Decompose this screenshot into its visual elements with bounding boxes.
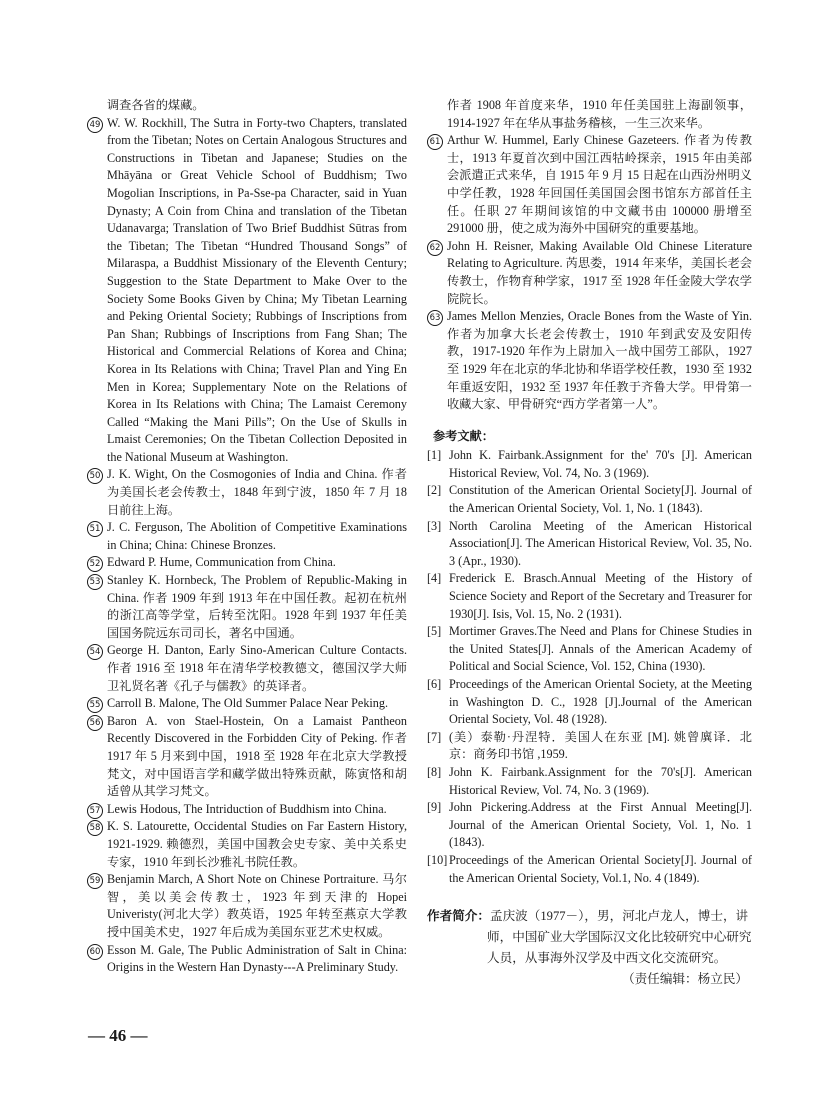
reference-item	[427, 729, 752, 764]
right-column	[427, 97, 752, 990]
reference-text: Proceedings of the American Oriental Society[J]. Journal of the American Oriental Society, Vol.1, No. 4 (1849).	[449, 852, 752, 885]
note-number: 49	[87, 117, 103, 133]
note-entry	[87, 466, 407, 519]
note-text: Benjamin March, A Short Note on Chinese Portraiture. 马尔智，美以美会传教士，1923 年到天津的 Hopei Univeristy(河北大学）教英语，1925 年转至燕京大学教授中国美术史，1927 年后成为美国东亚艺术史权威。	[107, 872, 407, 939]
note-entry	[87, 801, 407, 819]
note-entry	[427, 132, 752, 238]
reference-text: North Carolina Meeting of the American Historical Association[J]. The American Historical Review, Vol. 35, No. 3 (Apr., 1930).	[449, 518, 752, 568]
reference-text: John K. Fairbank.Assignment for the' 70's [J]. American Historical Review, Vol. 74, No. 3 (1969).	[449, 448, 752, 480]
note-text: J. K. Wight, On the Cosmogonies of India and China. 作者为美国长老会传教士，1848 年到宁波，1850 年 7 月 18 日前往上海。	[107, 467, 407, 517]
note-entry	[87, 871, 407, 941]
reference-text: Proceedings of the American Oriental Society, at the Meeting in Washington D. C., 1928 [J].Journal of the American Oriental Society, Vol. 48 (1928).	[449, 677, 752, 727]
right-notes-list	[427, 132, 752, 414]
author-bio-rest: 师，中国矿业大学国际汉文化比较研究中心研究人员，从事海外汉学及中西文化交流研究。	[487, 930, 752, 966]
note-text: James Mellon Menzies, Oracle Bones from the Waste of Yin. 作者为加拿大长老会传教士，1910 年到武安及安阳传教，1917-1920 年作为上尉加入一战中国劳工部队，1927 至 1929 年在北京的华北协和华语学校任教，1930 至 1932 年重返安阳，1932 至 1937 年任教于齐鲁大学。甲骨第一收藏大家、甲骨研究“西方学者第一人”。	[447, 309, 752, 412]
reference-text: John Pickering.Address at the First Annual Meeting[J]. Journal of the American Oriental Society, Vol. 1, No. 1 (1843).	[449, 800, 752, 850]
reference-item	[427, 799, 752, 852]
author-bio-first-line: 孟庆波（1977－），男，河北卢龙人，博士，讲	[489, 909, 749, 924]
note-number: 63	[427, 310, 443, 326]
reference-item	[427, 518, 752, 571]
note-text: W. W. Rockhill, The Sutra in Forty-two Chapters, translated from the Tibetan; Notes on Certain Analogous Structures and Constructions in Tibetan and Japanese; Studies on the Mhāyāna or Great Vehicle School of Buddhism; Two Mogolian Inscriptions, in Pa-Sse-pa Character, said in Yuan Dynasty; A Coin from China and translation of the Tibetan Udanavarga; Translation of Two Brief Buddhist Sūtras from the Tibetan; The Tibetan “Hundred Thousand Songs” of Milaraspa, a Buddhist Missionary of the Eleventh Century; Suggestion to the State Department to Make Over to the Society Some Books Given by China; My Tibetan Learning and Peking Oriental Society; Rubbings of Inscriptions from Pan Shan; Rubbings of Inscriptions from Fang Shan; The Historical and Commercial Relations of Korea and China; Korea in Its Relations with China; Travel Plan and Ying En Men in Korea; Supplementary Note on the Relations of Korea in Its Relations with China; The Lamaist Ceremony Called “Making the Mani Pills”; On the Use of Skulls in Lmaist Ceremonies; On the Tibetan Collection Deposited in the National Museum at Washington.	[107, 115, 407, 464]
reference-number: [6]	[427, 677, 442, 691]
responsible-editor: （责任编辑：杨立民）	[622, 972, 748, 987]
note-entry	[87, 818, 407, 871]
reference-item	[427, 623, 752, 676]
note-number: 50	[87, 468, 103, 484]
note-entry	[87, 713, 407, 801]
reference-number: [10]	[427, 852, 448, 867]
note-number: 52	[87, 556, 103, 572]
note-number: 61	[427, 134, 443, 150]
note-text: Baron A. von Stael-Hostein, On a Lamaist Pantheon Recently Discovered in the Forbidden City of Peking. 作者 1917 年 5 月来到中国，1918 至 1928 年在北京大学教授梵文，对中国语言学和藏学做出特殊贡献，陈寅恪和胡适曾从其学习梵文。	[107, 713, 407, 799]
references-list	[427, 447, 752, 887]
reference-text: John K. Fairbank.Assignment for the 70's[J]. American Historical Review, Vol. 74, No. 3 (1969).	[449, 764, 752, 797]
note-entry	[87, 942, 407, 977]
left-column	[87, 97, 407, 977]
reference-number: [4]	[427, 571, 442, 586]
reference-number: [7]	[427, 729, 442, 744]
reference-number: [2]	[427, 483, 442, 498]
reference-item	[427, 852, 752, 887]
note-number: 59	[87, 873, 103, 889]
note-number: 58	[87, 820, 103, 836]
note-entry	[87, 572, 407, 642]
reference-number: [9]	[427, 800, 442, 815]
note-number: 53	[87, 574, 103, 590]
note-entry	[427, 238, 752, 308]
note-entry	[427, 308, 752, 414]
reference-number: [1]	[427, 448, 442, 463]
note-entry	[87, 554, 407, 572]
note-text: Carroll B. Malone, The Old Summer Palace Near Peking.	[107, 696, 389, 711]
left-notes-list	[87, 115, 407, 977]
reference-number: [8]	[427, 764, 442, 779]
reference-text: Frederick E. Brasch.Annual Meeting of the History of Science Society and Report of the Secretary and Treasurer for 1930[J]. Isis, Vol. 15, No. 2 (1931).	[449, 571, 752, 621]
note-text: K. S. Latourette, Occidental Studies on Far Eastern History, 1921-1929. 赖德烈，美国中国教会史专家、美中关系史专家，1910 年到长沙雅礼书院任教。	[107, 819, 407, 869]
note-text: Arthur W. Hummel, Early Chinese Gazeteers. 作者为传教士，1913 年夏首次到中国江西牯岭探亲，1915 年由美部会派遣正式来华，自 1915 年 9 月 15 日起在山西汾州明义中学任教，1928 年回国任美国国会图书馆东方部首任主任。任职 27 年期间该馆的中文藏书由 100000 册增至 291000 册，使之成为海外中国研究的重要基地。	[447, 133, 752, 236]
author-bio	[427, 905, 752, 990]
reference-item	[427, 570, 752, 623]
right-continuation: 作者 1908 年首度来华，1910 年任美国驻上海副领事，1914-1927 年在华从事盐务稽核，一生三次来华。	[447, 98, 752, 130]
note-text: J. C. Ferguson, The Abolition of Competitive Examinations in China; China: Chinese Bronzes.	[107, 520, 407, 552]
note-entry	[87, 695, 407, 713]
note-text: Esson M. Gale, The Public Administration of Salt in China: Origins in the Western Han Dynasty---A Preliminary Study.	[107, 942, 407, 975]
note-text: John H. Reisner, Making Available Old Chinese Literature Relating to Agriculture. 芮思娄，1914 年来华，美国长老会传教士，作物育种学家，1917 至 1928 年任金陵大学农学院院长。	[447, 238, 752, 306]
reference-text: (美）泰勒·丹涅特．美国人在东亚 [M]. 姚曾廙译．北京：商务印书馆 ,1959.	[449, 729, 752, 762]
references-heading: 参考文献：	[433, 428, 494, 443]
reference-item	[427, 764, 752, 799]
page-number: — 46 —	[88, 1026, 148, 1045]
reference-item	[427, 447, 752, 482]
reference-text: Mortimer Graves.The Need and Plans for Chinese Studies in the United States[J]. Annals of the American Academy of Political and Social Science, Vol. 152, China (1930).	[449, 624, 752, 674]
author-bio-label: 作者简介：	[427, 908, 490, 924]
note-number: 54	[87, 644, 103, 660]
note-number: 60	[87, 944, 103, 960]
note-entry	[87, 115, 407, 467]
note-text: Stanley K. Hornbeck, The Problem of Republic-Making in China. 作者 1909 年到 1913 年在中国任教。起初在杭州的浙江高等学堂，后转至沈阳。1928 年到 1937 年任美国国务院远东司司长，著名中国通。	[107, 573, 407, 640]
note-entry	[87, 642, 407, 695]
note-entry	[87, 519, 407, 554]
reference-number: [3]	[427, 518, 442, 533]
note-number: 57	[87, 803, 103, 819]
note-number: 62	[427, 240, 443, 256]
reference-number: [5]	[427, 624, 442, 639]
reference-text: Constitution of the American Oriental Society[J]. Journal of the American Oriental Society, Vol. 1, No. 1 (1843).	[449, 483, 752, 516]
note-number: 51	[87, 521, 103, 537]
reference-item	[427, 482, 752, 517]
note-text: Edward P. Hume, Communication from China.	[107, 555, 336, 570]
note-number: 56	[87, 715, 103, 731]
note-text: Lewis Hodous, The Intriduction of Buddhism into China.	[107, 801, 387, 816]
reference-item	[427, 676, 752, 729]
note-text: George H. Danton, Early Sino-American Culture Contacts. 作者 1916 至 1918 年在清华学校教德文，德国汉学大师卫礼贤名著《孔子与儒教》的英译者。	[107, 643, 407, 693]
left-intro: 调查各省的煤藏。	[107, 98, 205, 112]
note-number: 55	[87, 697, 103, 713]
